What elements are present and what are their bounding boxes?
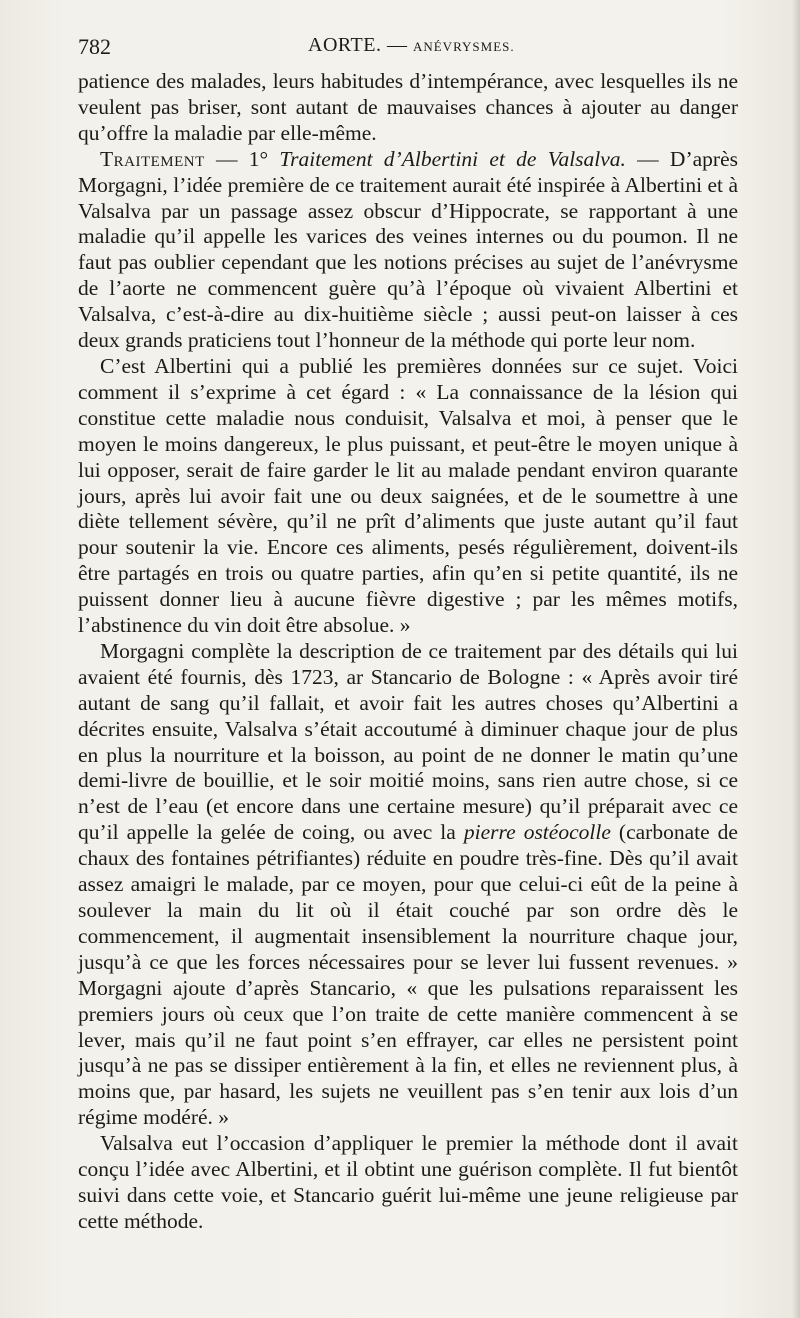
- running-head-main: AORTE.: [308, 34, 382, 56]
- paragraph-3: C’est Albertini qui a publié les premières données sur ce sujet. Voici comment il s’exprime à cet égard : « La connaissance de la lésion qui constitue cette maladie nous conduisit, Valsalva et moi, à penser que le moyen le moins dangereux, le plus puissant, et peut-être le moyen unique à lui opposer, serait de faire garder le lit au malade pendant environ quarante jours, après lui avoir fait une ou deux saignées, et de le soumettre à une diète tellement sévère, qu’il ne prît d’aliments que juste autant qu’il faut pour soutenir la vie. Encore ces aliments, pesés régulièrement, doivent-ils être partagés en trois ou quatre parties, afin qu’en si petite quantité, ils ne puissent donner lieu à aucune fièvre digestive ; par les mêmes motifs, l’abstinence du vin doit être absolue. »: [78, 353, 738, 638]
- section-heading-traitement: Traitement: [100, 146, 205, 171]
- heading-numbering: — 1°: [204, 146, 280, 171]
- running-head-dash: —: [386, 34, 408, 56]
- subsection-title: Traitement d’Albertini et de Valsalva.: [279, 146, 626, 171]
- body-text: [78, 69, 738, 1235]
- paragraph-2: [78, 147, 738, 354]
- running-head-sub: ANÉVRYSMES.: [412, 39, 515, 54]
- page-number: 782: [78, 34, 111, 59]
- page-header: [78, 32, 738, 62]
- paragraph-4: [78, 639, 738, 1131]
- paragraph-2-text: — D’après Morgagni, l’idée première de ce traitement aurait été inspirée à Albertini et à Valsalva par un passage assez obscur d’Hippocrate, se rapportant à une maladie qu’il appelle les varices des veines internes ou du poumon. Il ne faut pas oublier cependant que les notions précises au sujet de l’anévrysme de l’aorte ne commencent guère qu’à l’époque où vivaient Albertini et Valsalva, c’est-à-dire au dix-huitième siècle ; aussi peut-on laisser à ces deux grands praticiens tout l’honneur de la méthode qui porte leur nom.: [78, 146, 738, 353]
- paragraph-4-text-a: Morgagni complète la description de ce traitement par des détails qui lui avaient été fournis, dès 1723, ar Stancario de Bologne : « Après avoir tiré autant de sang qu’il fallait, et avoir fait les autres choses qu’Albertini a décrites ensuite, Valsalva s’était accoutumé à diminuer chaque jour de plus en plus la nourriture et la boisson, au point de ne donner le matin qu’une demi-livre de bouillie, et le soir moitié moins, sans rien autre chose, si ce n’est de l’eau (et encore dans une certaine mesure) qu’il préparait avec ce qu’il appelle la gelée de coing, ou avec la: [78, 638, 738, 845]
- page-edge-shadow: [792, 0, 800, 1318]
- pierre-osteocolle-term: pierre ostéocolle: [463, 820, 611, 845]
- paragraph-4-text-b: (carbonate de chaux des fontaines pétrifiantes) réduite en poudre très-fine. Dès qu’il avait assez amaigri le malade, par ce moyen, pour que celui-ci eût de la peine à soulever la main du lit où il était couché par son ordre dès le commencement, il augmentait insensiblement la nourriture chaque jour, jusqu’à ce que les forces nécessaires pour se lever lui fussent revenues. » Morgagni ajoute d’après Stancario, « que les pulsations reparaissent les premiers jours où ceux que l’on traite de cette manière commencent à se lever, mais qu’il ne faut point s’en effrayer, car elles ne persistent point jusqu’à ne pas se dissiper entièrement à la fin, et elles ne reviennent plus, à moins que, par hasard, les sujets ne veuillent pas s’en tenir aux lois d’un régime modéré. »: [78, 820, 738, 1130]
- paragraph-1: patience des malades, leurs habitudes d’intempérance, avec lesquelles ils ne veulent pas briser, sont autant de mauvaises chances à ajouter au danger qu’offre la maladie par elle-même.: [78, 69, 738, 145]
- paragraph-5: Valsalva eut l’occasion d’appliquer le premier la méthode dont il avait conçu l’idée avec Albertini, et il obtint une guérison complète. Il fut bientôt suivi dans cette voie, et Stancario guérit lui-même une jeune religieuse par cette méthode.: [78, 1131, 738, 1233]
- running-head: [308, 34, 515, 57]
